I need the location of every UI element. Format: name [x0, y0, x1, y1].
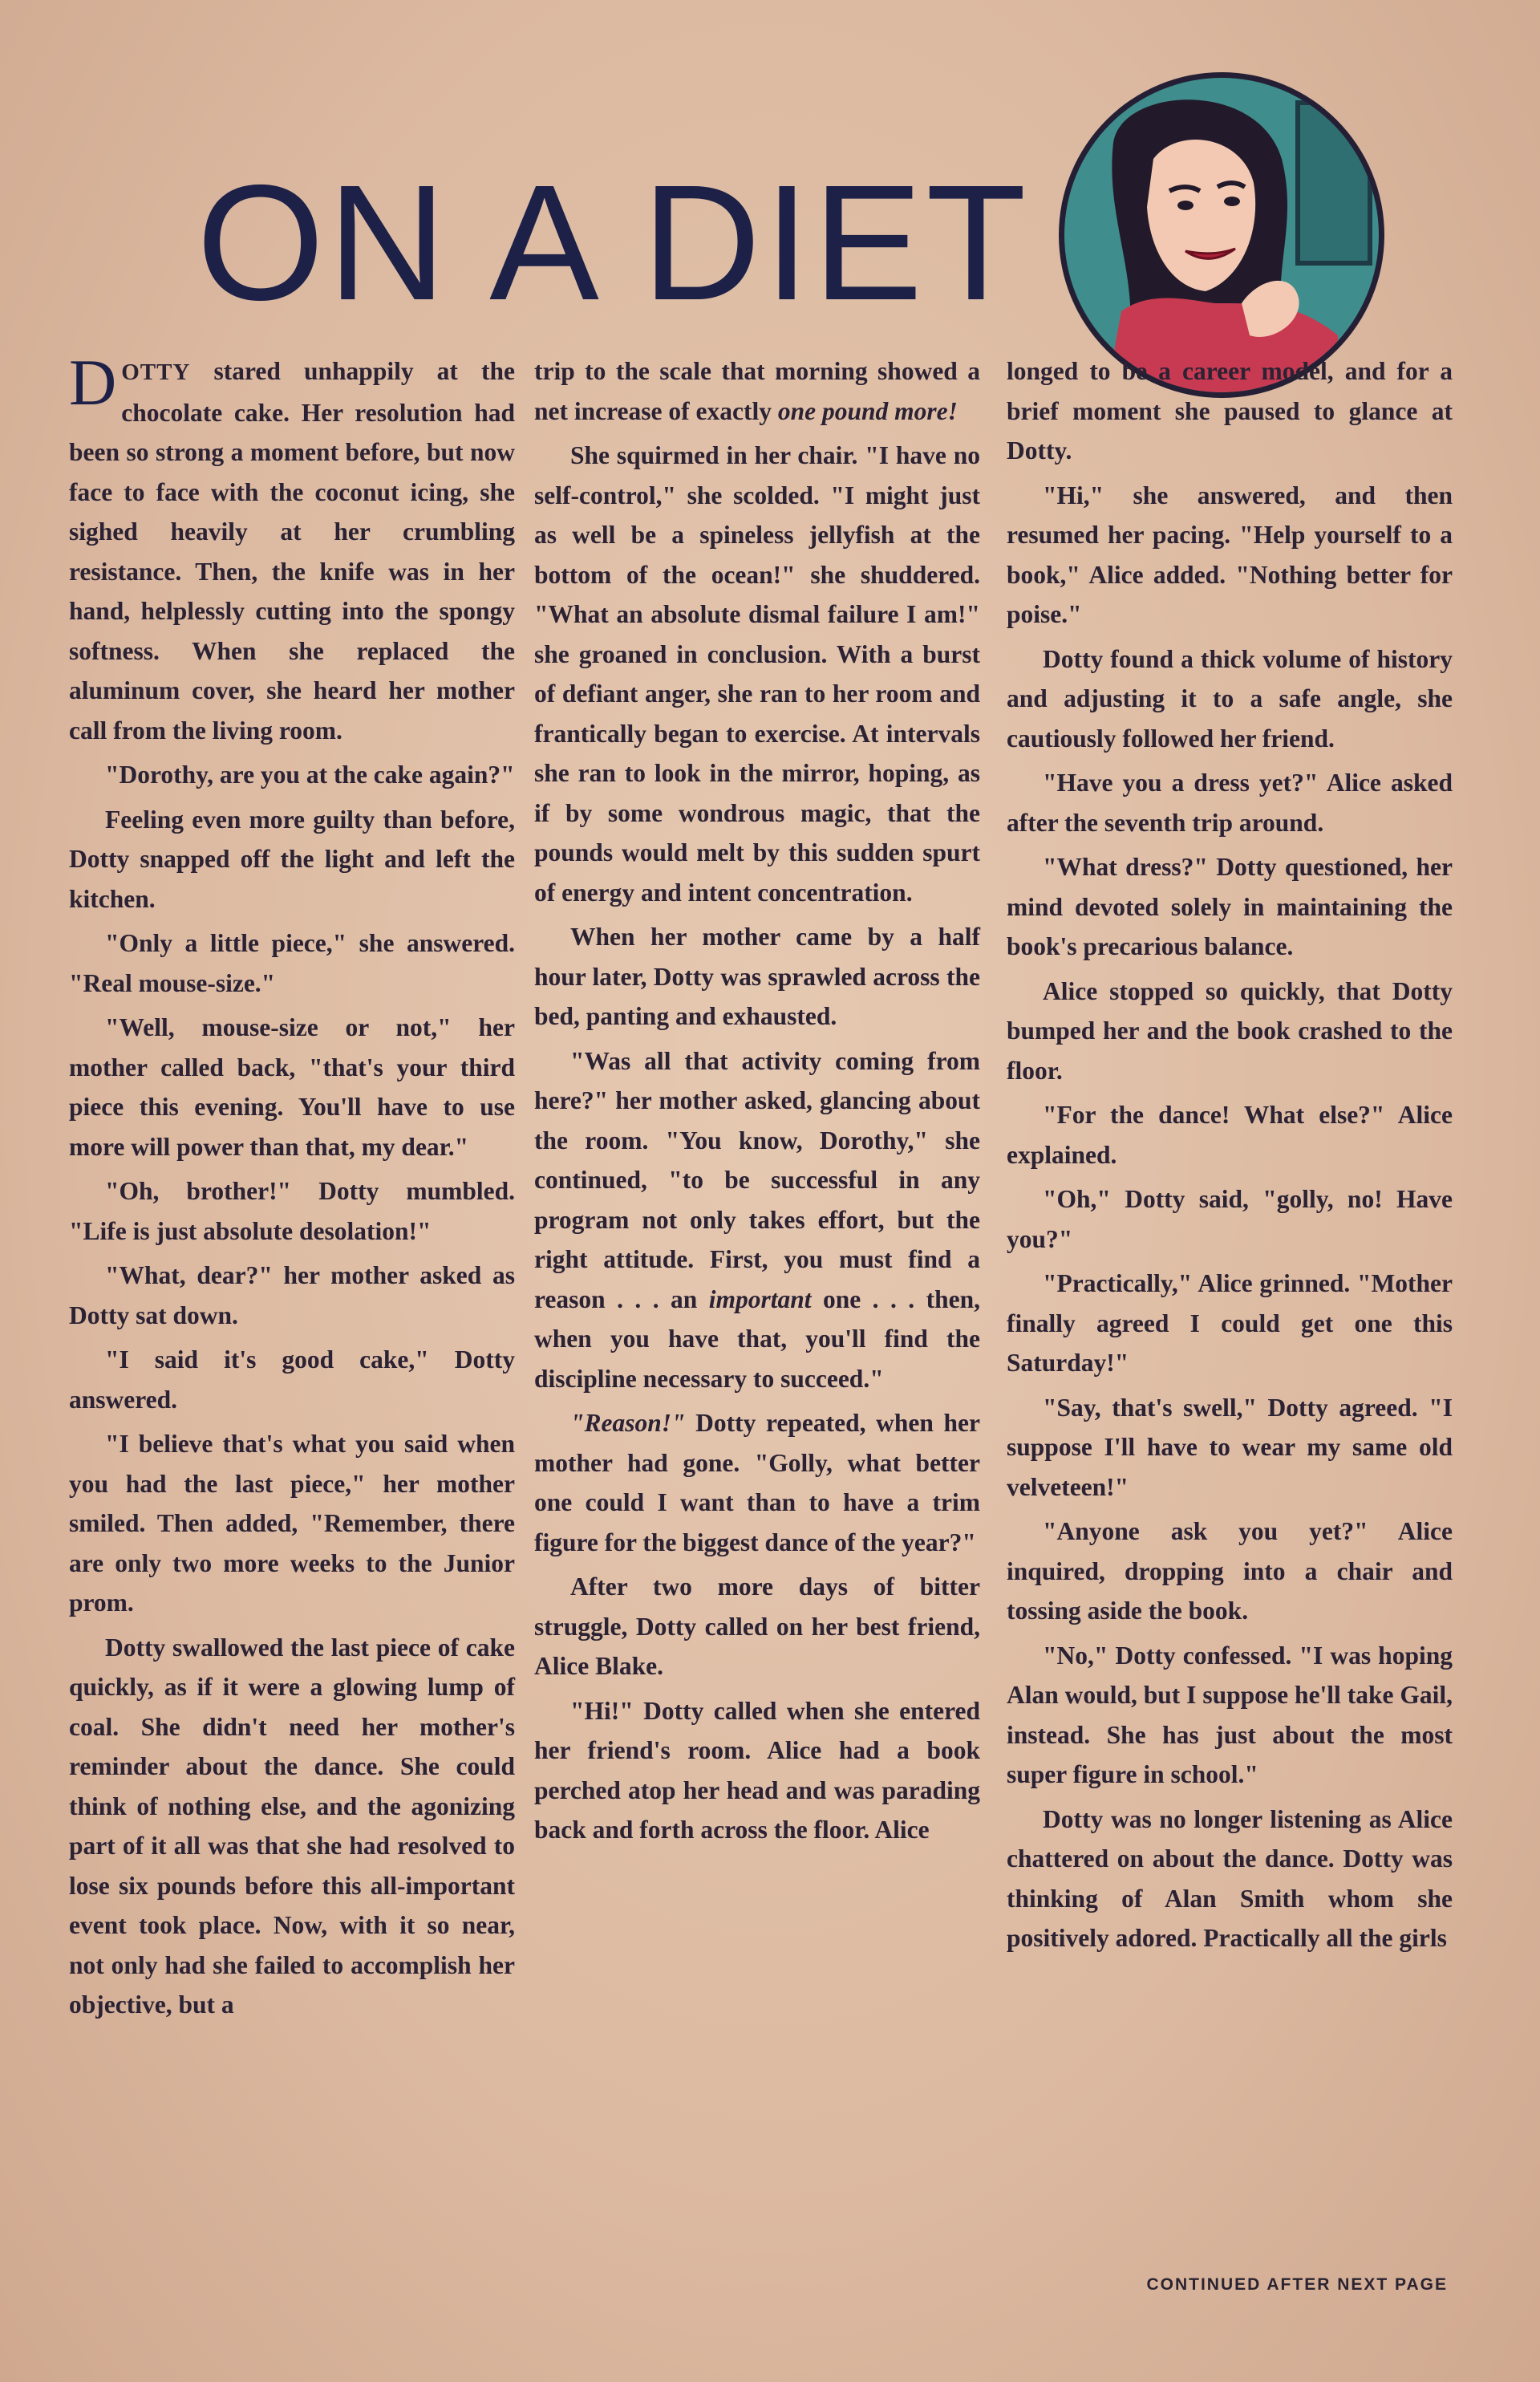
text-column-2: [534, 351, 980, 1855]
paragraph: After two more days of bitter struggle, Dotty called on her best friend, Alice Blake.: [534, 1572, 980, 1680]
text-column-1: [69, 346, 515, 2030]
paragraph: "Reason!" Dotty repeated, when her mother had gone. "Golly, what better one could I want than to have a trim figure for the biggest dance of the year?": [534, 1409, 980, 1556]
paragraph: "No," Dotty confessed. "I was hoping Alan would, but I suppose he'll take Gail, instead. She has just about the most super figure in school.": [1007, 1641, 1453, 1788]
paragraph: "Anyone ask you yet?" Alice inquired, dropping into a chair and tossing aside the book.: [1007, 1517, 1453, 1625]
paragraph: She squirmed in her chair. "I have no self-control," she scolded. "I might just as well be a spineless jellyfish at the bottom of the ocean!" she shuddered. "What an absolute dismal failure I am!" she groaned in conclusion. With a burst of defiant anger, she ran to her room and frantically began to exercise. At intervals she ran to look in the mirror, hoping, as if by some wondrous magic, that the pounds would melt by this sudden spurt of energy and intent concentration.: [534, 441, 980, 907]
paragraph: Dotty found a thick volume of history and adjusting it to a safe angle, she cautiously followed her friend.: [1007, 644, 1453, 753]
paragraph: Feeling even more guilty than before, Dotty snapped off the light and left the kitchen.: [69, 805, 515, 913]
portrait-illustration: [1057, 71, 1386, 400]
paragraph: "Well, mouse-size or not," her mother called back, "that's your third piece this evening. You'll have to use more will power than that, my dear.": [69, 1013, 515, 1161]
paragraph: "Have you a dress yet?" Alice asked after the seventh trip around.: [1007, 769, 1453, 837]
drop-cap: D: [69, 346, 117, 419]
paragraph: Alice stopped so quickly, that Dotty bumped her and the book crashed to the floor.: [1007, 976, 1453, 1085]
paragraph: "Dorothy, are you at the cake again?": [105, 761, 515, 789]
paragraph: "For the dance! What else?" Alice explained.: [1007, 1101, 1453, 1169]
paragraph: When her mother came by a half hour later, Dotty was sprawled across the bed, panting and exhausted.: [534, 923, 980, 1030]
paragraph: Dotty was no longer listening as Alice chattered on about the dance. Dotty was thinking of Alan Smith whom she positively adored. Practically all the girls: [1007, 1804, 1453, 1952]
paragraph: "Was all that activity coming from here?" her mother asked, glancing about the room. "You know, Dorothy," she continued, "to be successful in any program not only takes effort, but the right attitude. First, you must find a reason . . . an important one . . . then, when you have that, you'll find the discipline necessary to succeed.": [534, 1046, 980, 1393]
paragraph: Dotty swallowed the last piece of cake quickly, as if it were a glowing lump of coal. She didn't need her mother's reminder about the dance. She could think of nothing else, and the agonizing part of it all was that she had resolved to lose six pounds before this all-important event took place. Now, with it so near, not only had she failed to accomplish her objective, but a: [69, 1633, 515, 2019]
paragraph: "Oh," Dotty said, "golly, no! Have you?": [1007, 1185, 1453, 1253]
paragraph: "Say, that's swell," Dotty agreed. "I suppose I'll have to wear my same old velveteen!": [1007, 1393, 1453, 1501]
paragraph: "Oh, brother!" Dotty mumbled. "Life is just absolute desolation!": [69, 1177, 515, 1245]
paragraph: "Hi!" Dotty called when she entered her friend's room. Alice had a book perched atop her head and was parading back and forth across the floor. Alice: [534, 1696, 980, 1844]
paragraph: "I believe that's what you said when you had the last piece," her mother smiled. Then added, "Remember, there are only two more weeks to the Junior prom.: [69, 1430, 515, 1617]
paragraph: longed to be a career model, and for a brief moment she paused to glance at Dotty.: [1007, 357, 1453, 465]
paragraph: "What dress?" Dotty questioned, her mind devoted solely in maintaining the book's precarious balance.: [1007, 853, 1453, 960]
paragraph: "I said it's good cake," Dotty answered.: [69, 1345, 515, 1414]
paragraph: "Practically," Alice grinned. "Mother finally agreed I could get one this Saturday!": [1007, 1269, 1453, 1377]
continued-note: CONTINUED AFTER NEXT PAGE: [1146, 2275, 1448, 2294]
text-column-3: [1007, 351, 1453, 1963]
paragraph: "What, dear?" her mother asked as Dotty sat down.: [69, 1261, 515, 1329]
paragraph: DOTTY stared unhappily at the chocolate cake. Her resolution had been so strong a moment before, but now face to face with the coconut icing, she sighed heavily at her crumbling resistance. Then, the knife was in her hand, helplessly cutting into the spongy softness. When she replaced the aluminum cover, she heard her mother call from the living room.: [69, 346, 515, 745]
paragraph: "Hi," she answered, and then resumed her pacing. "Help yourself to a book," Alice added. "Nothing better for poise.": [1007, 481, 1453, 628]
paragraph: trip to the scale that morning showed a net increase of exactly one pound more!: [534, 357, 980, 425]
paragraph: "Only a little piece," she answered. "Real mouse-size.": [69, 929, 515, 997]
story-title: ON A DIET: [197, 151, 1030, 335]
